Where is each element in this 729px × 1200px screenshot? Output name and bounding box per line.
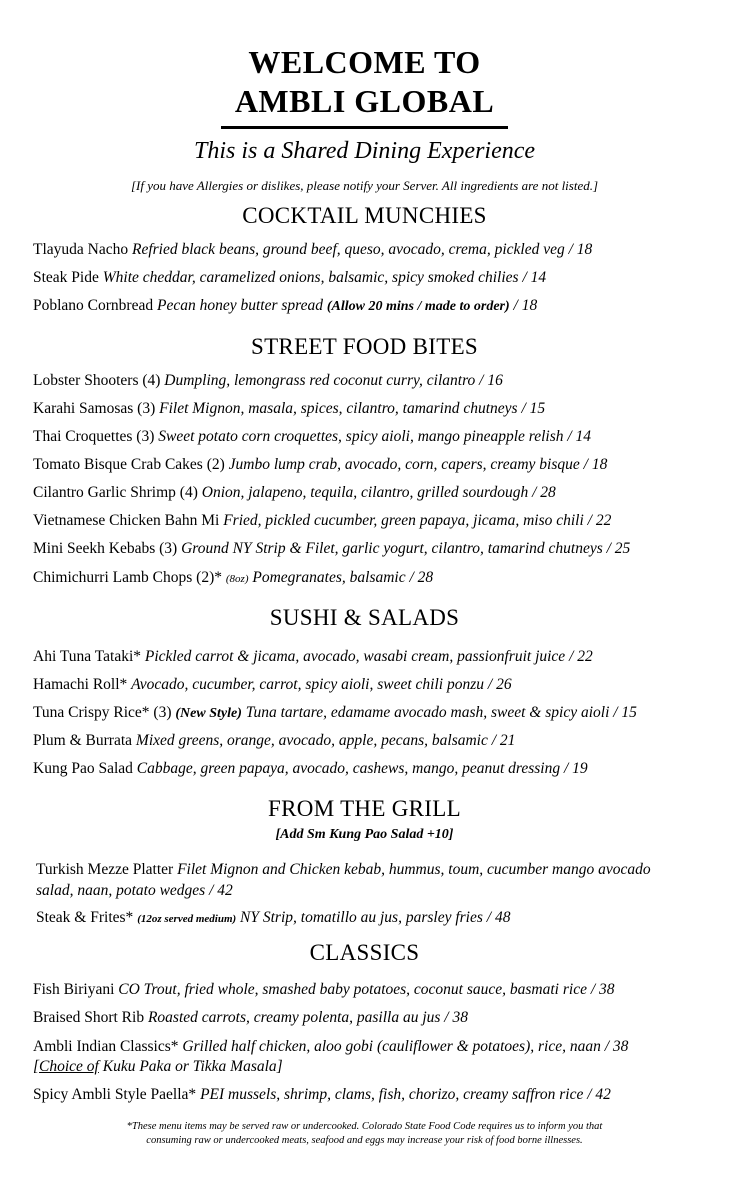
menu-item: [36, 907, 717, 930]
item-name: Mini Seekh Kebabs (3): [33, 540, 178, 557]
choice-options: Kuku Paka or Tikka Masala]: [98, 1058, 283, 1075]
item-desc: Refried black beans, ground beef, queso, avocado, crema, pickled veg / 18: [132, 241, 593, 258]
menu-item: [33, 267, 717, 288]
item-desc: Tuna tartare, edamame avocado mash, sweet & spicy aioli / 15: [245, 704, 637, 721]
menu-item: [36, 859, 689, 901]
menu-item: [33, 426, 717, 447]
item-name: Fish Biriyani: [33, 981, 115, 998]
item-name: Vietnamese Chicken Bahn Mi: [33, 512, 220, 529]
item-name: Tomato Bisque Crab Cakes (2): [33, 456, 225, 473]
menu-item: [33, 758, 717, 779]
item-desc: Grilled half chicken, aloo gobi (cauliflower & potatoes), rice, naan / 38: [182, 1038, 629, 1055]
item-desc: Roasted carrots, creamy polenta, pasilla au jus / 38: [147, 1009, 468, 1026]
menu-item: [33, 567, 717, 590]
menu-item: [33, 979, 717, 1000]
item-desc: Pomegranates, balsamic / 28: [252, 569, 434, 586]
item-name: Steak & Frites*: [36, 909, 134, 926]
menu-item: [33, 1007, 717, 1028]
item-name: Ahi Tuna Tataki*: [33, 648, 142, 665]
menu-item: [33, 702, 717, 724]
item-desc: Avocado, cucumber, carrot, spicy aioli, sweet chili ponzu / 26: [131, 676, 512, 693]
menu-item: [33, 239, 717, 260]
disclaimer-line-2: consuming raw or undercooked meats, seafood and eggs may increase your risk of food borne illnesses.: [146, 1135, 583, 1146]
menu-item: [33, 482, 717, 503]
item-desc: Dumpling, lemongrass red coconut curry, cilantro / 16: [164, 372, 503, 389]
item-tag: (Allow 20 mins / made to order): [326, 299, 510, 314]
menu-item: [33, 730, 717, 751]
item-desc: Pickled carrot & jicama, avocado, wasabi cream, passionfruit juice / 22: [144, 648, 593, 665]
menu-item: [33, 454, 717, 475]
item-desc: Onion, jalapeno, tequila, cilantro, grilled sourdough / 28: [201, 484, 556, 501]
item-desc: Filet Mignon, masala, spices, cilantro, tamarind chutneys / 15: [159, 400, 546, 417]
item-name: Ambli Indian Classics*: [33, 1038, 179, 1055]
item-desc: Mixed greens, orange, avocado, apple, pecans, balsamic / 21: [135, 732, 516, 749]
item-name: Thai Croquettes (3): [33, 428, 155, 445]
menu-item: [33, 510, 717, 531]
menu-item: [33, 295, 717, 317]
grill-addon-note: [Add Sm Kung Pao Salad +10]: [275, 827, 454, 842]
item-tag: (New Style): [175, 706, 242, 721]
item-name: Poblano Cornbread: [33, 297, 154, 314]
menu-item: [33, 674, 717, 695]
menu-item: [33, 538, 717, 559]
item-portion: (12oz served medium): [137, 913, 237, 925]
title-divider: [221, 126, 508, 129]
item-desc: Jumbo lump crab, avocado, corn, capers, creamy bisque / 18: [228, 456, 608, 473]
item-name: Spicy Ambli Style Paella*: [33, 1086, 197, 1103]
section-heading-street: STREET FOOD BITES: [250, 334, 479, 359]
item-desc: White cheddar, caramelized onions, balsamic, spicy smoked chilies / 14: [102, 269, 547, 286]
item-portion: (8oz): [225, 573, 249, 585]
section-heading-sushi: SUSHI & SALADS: [269, 605, 460, 630]
raw-food-disclaimer: [0, 1120, 729, 1148]
item-desc: Cabbage, green papaya, avocado, cashews, mango, peanut dressing / 19: [136, 760, 588, 777]
item-choice-note: [33, 1056, 283, 1077]
section-heading-munchies: COCKTAIL MUNCHIES: [242, 203, 487, 228]
item-desc: PEI mussels, shrimp, clams, fish, chorizo, creamy saffron rice / 42: [200, 1086, 611, 1103]
item-name: Chimichurri Lamb Chops (2)*: [33, 569, 222, 586]
item-price: / 18: [513, 297, 538, 314]
menu-item: [33, 646, 717, 667]
menu-item: [33, 1036, 717, 1057]
item-name: Tlayuda Nacho: [33, 241, 129, 258]
item-desc: Ground NY Strip & Filet, garlic yogurt, cilantro, tamarind chutneys / 25: [181, 540, 631, 557]
item-name: Steak Pide: [33, 269, 99, 286]
menu-subtitle: This is a Shared Dining Experience: [193, 138, 536, 164]
item-desc: Pecan honey butter spread: [156, 297, 323, 314]
item-name: Plum & Burrata: [33, 732, 133, 749]
item-name: Turkish Mezze Platter: [36, 861, 174, 878]
item-name: Braised Short Rib: [33, 1009, 145, 1026]
item-name: Tuna Crispy Rice* (3): [33, 704, 172, 721]
section-heading-grill: FROM THE GRILL: [268, 796, 461, 821]
menu-item: [33, 1084, 717, 1105]
choice-prefix: [Choice of: [33, 1058, 99, 1075]
disclaimer-line-1: *These menu items may be served raw or undercooked. Colorado State Food Code requires us to inform you that: [126, 1121, 603, 1132]
restaurant-title: [0, 43, 729, 121]
item-name: Karahi Samosas (3): [33, 400, 156, 417]
item-name: Lobster Shooters (4): [33, 372, 161, 389]
item-name: Hamachi Roll*: [33, 676, 128, 693]
item-desc: Filet Mignon and Chicken kebab, hummus, toum, cucumber mango avocado salad, naan, potato wedges / 42: [36, 861, 651, 899]
item-desc: Fried, pickled cucumber, green papaya, jicama, miso chili / 22: [223, 512, 612, 529]
allergy-note: [If you have Allergies or dislikes, please notify your Server. All ingredients are not listed.]: [130, 178, 599, 193]
title-line-1: WELCOME TO: [248, 44, 481, 80]
item-desc: Sweet potato corn croquettes, spicy aioli, mango pineapple relish / 14: [158, 428, 592, 445]
section-heading-classics: CLASSICS: [309, 940, 420, 965]
title-line-2: AMBLI GLOBAL: [234, 83, 495, 119]
item-name: Cilantro Garlic Shrimp (4): [33, 484, 198, 501]
item-name: Kung Pao Salad: [33, 760, 133, 777]
menu-item: [33, 370, 717, 391]
item-desc: CO Trout, fried whole, smashed baby potatoes, coconut sauce, basmati rice / 38: [118, 981, 615, 998]
item-desc: NY Strip, tomatillo au jus, parsley fries / 48: [240, 909, 511, 926]
menu-item: [33, 398, 717, 419]
